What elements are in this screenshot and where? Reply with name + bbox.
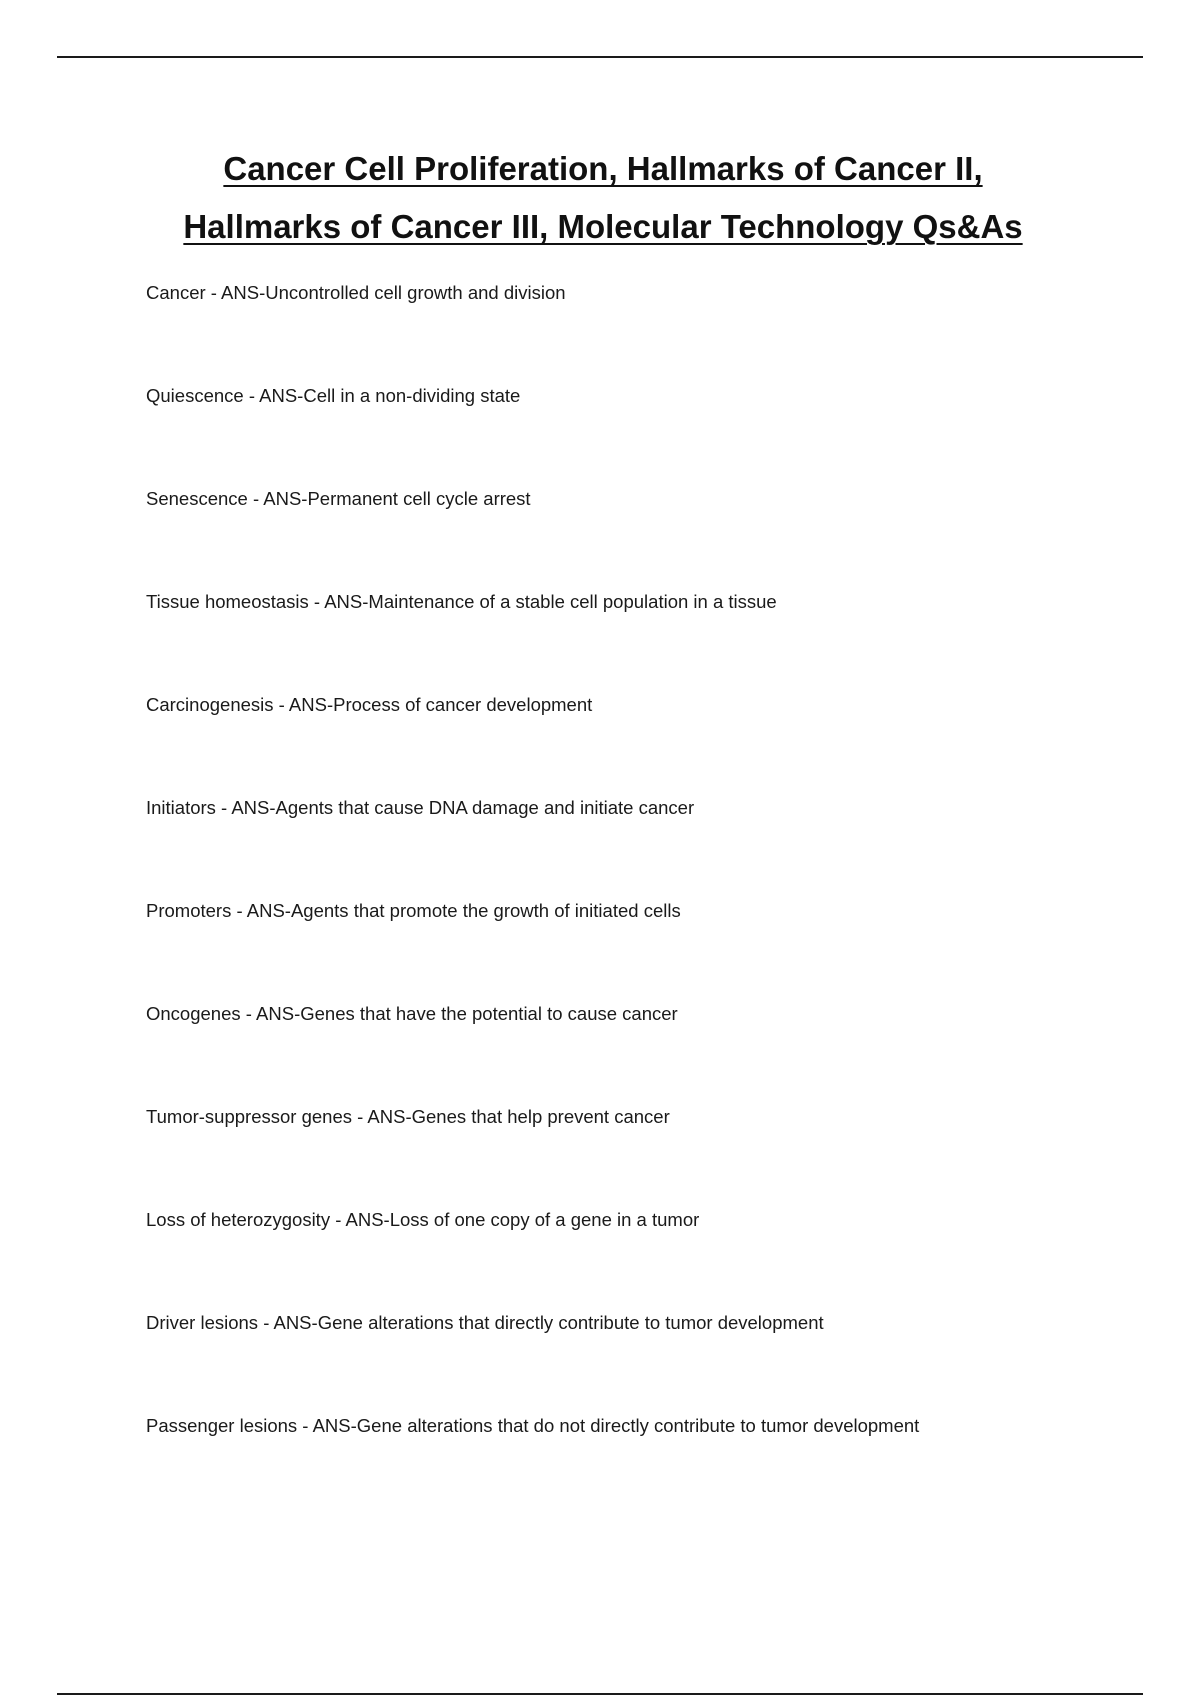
qa-item <box>146 999 1146 1102</box>
qa-item <box>146 1411 1146 1514</box>
footer-rule <box>57 1693 1143 1695</box>
title-line-2: Hallmarks of Cancer III, Molecular Technology Qs&As <box>183 208 1023 245</box>
qa-term: Tissue homeostasis <box>146 591 309 612</box>
qa-item <box>146 793 1146 896</box>
qa-answer: Genes that help prevent cancer <box>411 1106 670 1127</box>
qa-item <box>146 587 1146 690</box>
qa-term: Carcinogenesis <box>146 694 274 715</box>
qa-item <box>146 1205 1146 1308</box>
qa-item <box>146 1102 1146 1205</box>
qa-answer: Process of cancer development <box>333 694 593 715</box>
qa-item <box>146 690 1146 793</box>
title-line-1: Cancer Cell Proliferation, Hallmarks of Cancer II, <box>223 150 983 187</box>
qa-term: Senescence <box>146 488 248 509</box>
qa-separator: - ANS- <box>330 1209 390 1230</box>
qa-item <box>146 484 1146 587</box>
qa-term: Initiators <box>146 797 216 818</box>
qa-separator: - ANS- <box>243 385 304 406</box>
qa-item <box>146 896 1146 999</box>
qa-item <box>146 278 1146 381</box>
qa-separator: - ANS- <box>247 488 308 509</box>
qa-separator: - ANS- <box>297 1415 357 1436</box>
qa-answer: Agents that cause DNA damage and initiate cancer <box>275 797 695 818</box>
qa-answer: Genes that have the potential to cause cancer <box>300 1003 678 1024</box>
qa-separator: - ANS- <box>205 282 266 303</box>
qa-answer: Cell in a non-dividing state <box>303 385 521 406</box>
header-rule <box>57 56 1143 58</box>
qa-separator: - ANS- <box>258 1312 318 1333</box>
qa-term: Tumor-suppressor genes <box>146 1106 352 1127</box>
qa-answer: Agents that promote the growth of initiated cells <box>290 900 681 921</box>
qa-separator: - ANS- <box>240 1003 301 1024</box>
qa-term: Quiescence <box>146 385 244 406</box>
qa-answer: Gene alterations that directly contribute to tumor development <box>317 1312 824 1333</box>
qa-answer: Permanent cell cycle arrest <box>307 488 531 509</box>
qa-item <box>146 1308 1146 1411</box>
document-title <box>90 140 1116 256</box>
qa-answer: Maintenance of a stable cell population in a tissue <box>368 591 777 612</box>
qa-separator: - ANS- <box>273 694 334 715</box>
qa-answer: Loss of one copy of a gene in a tumor <box>389 1209 700 1230</box>
qa-separator: - ANS- <box>215 797 276 818</box>
qa-term: Passenger lesions <box>146 1415 298 1436</box>
qa-separator: - ANS- <box>231 900 291 921</box>
qa-answer: Gene alterations that do not directly contribute to tumor development <box>356 1415 920 1436</box>
qa-term: Loss of heterozygosity <box>146 1209 331 1230</box>
qa-item <box>146 381 1146 484</box>
qa-separator: - ANS- <box>308 591 369 612</box>
qa-answer: Uncontrolled cell growth and division <box>265 282 566 303</box>
qa-term: Oncogenes <box>146 1003 241 1024</box>
qa-separator: - ANS- <box>351 1106 412 1127</box>
qa-term: Promoters <box>146 900 232 921</box>
qa-list <box>146 278 1146 1514</box>
qa-term: Cancer <box>146 282 206 303</box>
qa-term: Driver lesions <box>146 1312 259 1333</box>
